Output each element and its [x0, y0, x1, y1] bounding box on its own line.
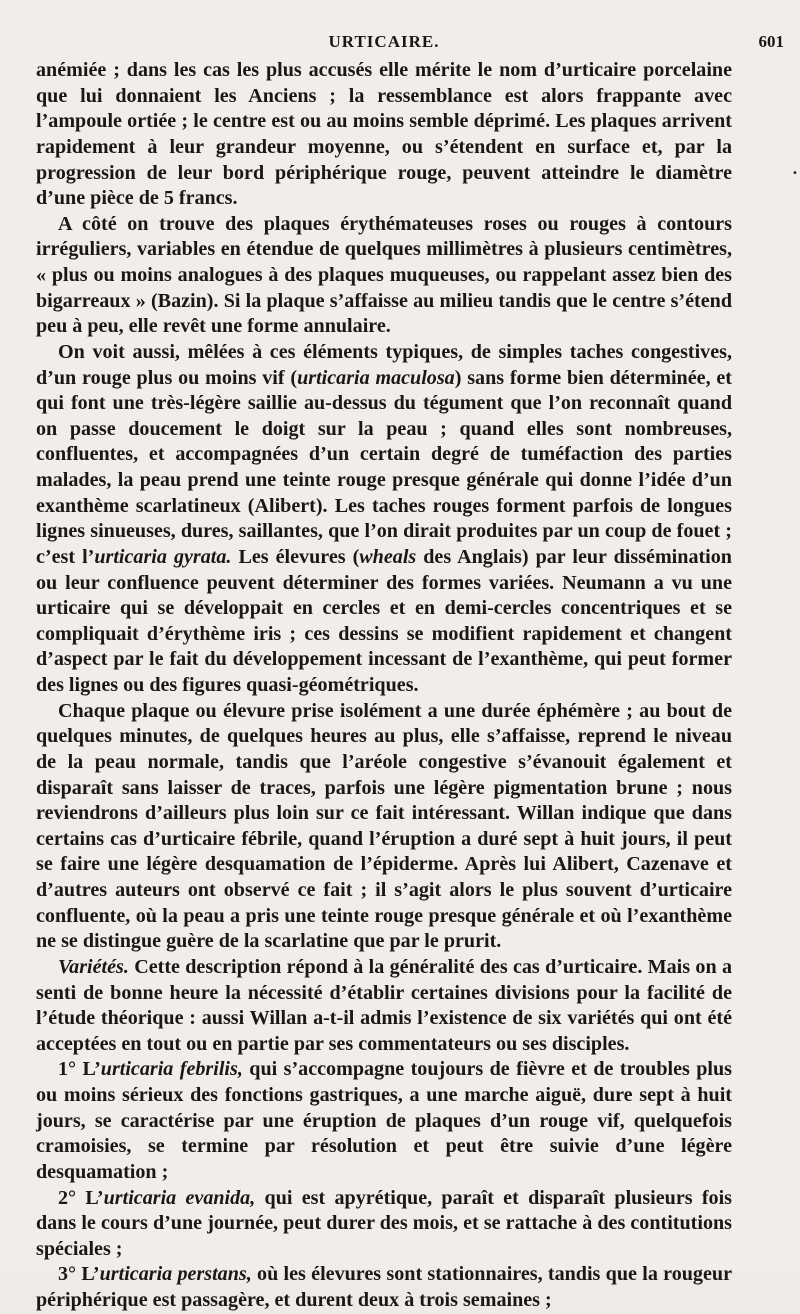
- paragraph: [36, 58, 732, 212]
- margin-bullet-mark: •: [792, 168, 798, 179]
- text-run: qui est apyrétique, paraît et disparaît plusieurs fois dans le cours d’une journée, peut durer des mois, et se rattache à des contitutions spéciales ;: [36, 1186, 732, 1260]
- paragraph: [36, 1186, 732, 1263]
- text-run: Les élevures (: [231, 545, 360, 568]
- italic-term: urticaria febrilis,: [100, 1058, 243, 1081]
- italic-term: urticaria perstans,: [99, 1263, 252, 1286]
- text-run: Chaque plaque ou élevure prise isolément a une durée éphémère ; au bout de quelques minutes, de quelques heures au plus, elle s’affaisse, reprend le niveau de la peau normale, tandis que l’aréole congestive s’évanouit également et disparaît sans laisser de traces, parfois une légère pigmentation brune ; nous reviendrons d’ailleurs plus loin sur ce fait intéressant. Willan indique que dans certains cas d’urticaire fébrile, quand l’éruption a duré sept à huit jours, il peut se faire une légère desquamation de l’épiderme. Après lui Alibert, Cazenave et d’autres auteurs ont observé ce fait ; il s’agit alors le plus souvent d’urticaire confluente, où la peau a pris une teinte rouge presque générale et où l’exanthème ne se distingue guère de la scarlatine que par le prurit.: [36, 699, 732, 953]
- paragraph: [36, 699, 732, 955]
- paragraph: [36, 955, 732, 1058]
- paragraph: [36, 212, 732, 340]
- page-number: 601: [758, 32, 784, 51]
- italic-term: urticaria evanida,: [103, 1186, 256, 1209]
- text-run: 2° L’: [58, 1186, 104, 1209]
- italic-term: urticaria gyrata.: [94, 545, 232, 568]
- italic-term: urticaria maculosa: [297, 366, 455, 389]
- text-run: 1° L’: [58, 1058, 101, 1081]
- page-header: [36, 30, 784, 58]
- paragraph: [36, 340, 732, 699]
- running-title: URTICAIRE.: [328, 32, 440, 51]
- text-run: des Anglais) par leur dissémination ou leur confluence peuvent déterminer des formes variées. Neumann a vu une urticaire qui se développait en cercles et en demi-cercles concentriques et se compliquait d’érythème iris ; ces dessins se modifient rapidement et changent d’aspect par le fait du développement incessant de l’exanthème, qui peut former des lignes ou des figures quasi-géométriques.: [36, 545, 732, 696]
- body-text: [36, 58, 732, 1314]
- italic-term: wheals: [359, 545, 417, 568]
- text-run: anémiée ; dans les cas les plus accusés elle mérite le nom d’urticaire porcelaine que lui donnaient les Anciens ; la ressemblance est alors frappante avec l’ampoule ortiée ; le centre est ou au moins semble déprimé. Les plaques arrivent rapidement à leur grandeur moyenne, ou s’étendent en surface et, par la progression de leur bord périphérique rouge, peuvent atteindre le diamètre d’une pièce de 5 francs.: [36, 59, 732, 210]
- paragraph: [36, 1057, 732, 1185]
- text-run: Cette description répond à la généralité des cas d’urticaire. Mais on a senti de bonne heure la nécessité d’établir certaines divisions pour la facilité de l’étude théorique : aussi Willan a-t-il admis l’existence de six variétés qui ont été acceptées en tout ou en partie par ses commentateurs ou ses disciples.: [36, 955, 732, 1055]
- paragraph: [36, 1262, 732, 1313]
- text-run: 3° L’: [58, 1263, 100, 1286]
- text-run: ) sans forme bien déterminée, et qui font une très-légère saillie au-dessus du tégument que l’on reconnaît quand on passe doucement le doigt sur la peau ; quand elles sont nombreuses, confluentes, et accompagnées d’un certain degré de tuméfaction des parties malades, la peau prend une teinte rouge presque générale qui donne l’idée d’un exanthème scarlatineux (Alibert). Les taches rouges forment parfois de longues lignes sinueuses, dures, saillantes, que l’on dirait produites par un coup de fouet ; c’est l’: [36, 366, 732, 568]
- italic-term: Variétés.: [58, 955, 129, 978]
- text-run: A côté on trouve des plaques érythémateuses roses ou rouges à contours irréguliers, variables en étendue de quelques millimètres à plusieurs centimètres, « plus ou moins analogues à des plaques muqueuses, ou rappelant assez bien des bigarreaux » (Bazin). Si la plaque s’affaisse au milieu tandis que le centre s’étend peu à peu, elle revêt une forme annulaire.: [36, 212, 732, 338]
- text-run: où les élevures sont stationnaires, tandis que la rougeur périphérique est passagère, et durent deux à trois semaines ;: [36, 1263, 732, 1311]
- text-run: On voit aussi, mêlées à ces éléments typiques, de simples taches congestives, d’un rouge plus ou moins vif (: [36, 340, 732, 389]
- text-run: qui s’accompagne toujours de fièvre et de troubles plus ou moins sérieux des fonctions gastriques, a une marche aiguë, dure sept à huit jours, se caractérise par une éruption de plaques d’un rouge vif, quelquefois cramoisies, se termine par résolution et peut être suivie d’une légère desquamation ;: [36, 1058, 732, 1183]
